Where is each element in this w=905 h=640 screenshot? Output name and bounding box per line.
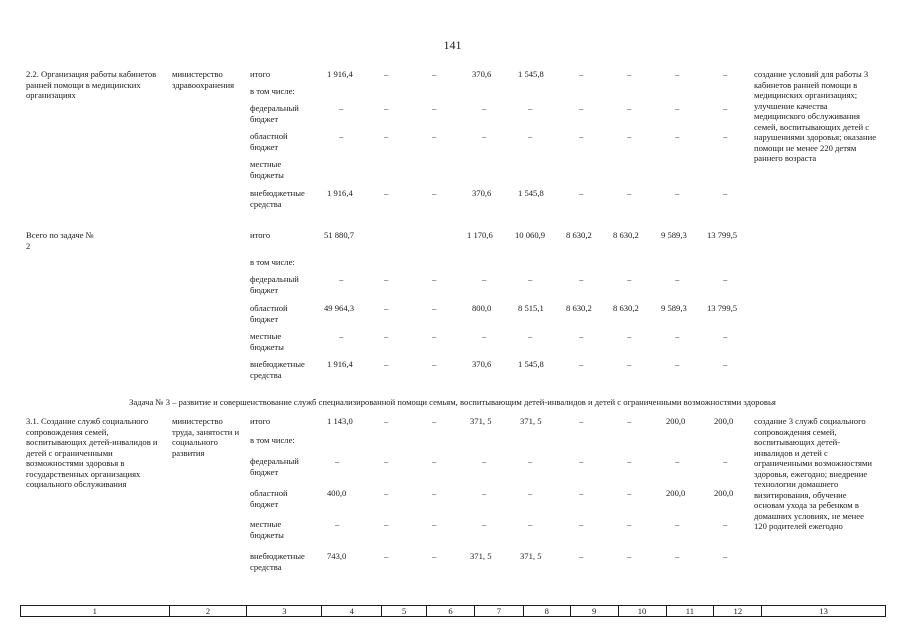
value-cell: – xyxy=(335,456,340,466)
source-label: областной бюджет xyxy=(250,488,288,509)
value-cell: 371, 5 xyxy=(470,416,492,426)
value-cell: – xyxy=(723,359,728,369)
value-cell: – xyxy=(432,519,437,529)
source-label: внебюджетные средства xyxy=(250,188,305,209)
value-cell: 200,0 xyxy=(666,416,686,426)
value-cell: – xyxy=(339,103,344,113)
source-label: в том числе: xyxy=(250,86,295,96)
value-cell: – xyxy=(723,456,728,466)
value-cell: 8 630,2 xyxy=(566,230,592,240)
value-cell: – xyxy=(432,488,437,498)
source-label: итого xyxy=(250,230,271,240)
measure-2-2-name: 2.2. Организация работы кабинетов ранней помощи в медицинских организациях xyxy=(26,69,157,100)
value-cell: – xyxy=(723,274,728,284)
value-cell: 400,0 xyxy=(327,488,347,498)
value-cell: – xyxy=(675,359,680,369)
column-number: 9 xyxy=(571,606,619,616)
value-cell: 1 170,6 xyxy=(467,230,493,240)
value-cell: 10 060,9 xyxy=(515,230,546,240)
source-label: итого xyxy=(250,416,271,426)
value-cell: 1 545,8 xyxy=(518,359,544,369)
value-cell: – xyxy=(627,488,632,498)
value-cell: – xyxy=(384,103,389,113)
value-cell: – xyxy=(482,488,487,498)
value-cell: – xyxy=(579,103,584,113)
measure-2-2-executor: министерство здравоохранения xyxy=(172,69,235,90)
value-cell: – xyxy=(528,103,533,113)
value-cell: 9 589,3 xyxy=(661,230,687,240)
value-cell: 743,0 xyxy=(327,551,347,561)
column-number: 10 xyxy=(619,606,667,616)
value-cell: – xyxy=(528,519,533,529)
value-cell: – xyxy=(335,519,340,529)
value-cell: – xyxy=(384,456,389,466)
value-cell: – xyxy=(627,103,632,113)
column-number: 8 xyxy=(524,606,571,616)
value-cell: – xyxy=(627,331,632,341)
column-number: 12 xyxy=(714,606,762,616)
value-cell: – xyxy=(528,456,533,466)
value-cell: – xyxy=(627,551,632,561)
value-cell: – xyxy=(723,131,728,141)
value-cell: – xyxy=(675,551,680,561)
value-cell: – xyxy=(432,551,437,561)
source-label: итого xyxy=(250,69,271,79)
column-number: 7 xyxy=(475,606,524,616)
value-cell: 370,6 xyxy=(472,69,492,79)
value-cell: 200,0 xyxy=(714,416,734,426)
value-cell: – xyxy=(723,331,728,341)
value-cell: – xyxy=(627,274,632,284)
column-number: 2 xyxy=(170,606,248,616)
value-cell: – xyxy=(482,331,487,341)
value-cell: – xyxy=(579,359,584,369)
value-cell: – xyxy=(675,103,680,113)
measure-3-1-result: создание 3 служб социального сопровождения семей, воспитывающих детей-инвалидов и детей с ограниченными возможностями здоровья, ежегодно; внедрение технологии домашнего визитирования, обучение основам ухода за ребенком в домашних условиях, не менее 120 родителей ежегодно xyxy=(754,416,873,531)
value-cell: – xyxy=(432,131,437,141)
value-cell: 8 630,2 xyxy=(613,303,639,313)
value-cell: – xyxy=(723,188,728,198)
value-cell: 8 630,2 xyxy=(613,230,639,240)
value-cell: 1 545,8 xyxy=(518,188,544,198)
value-cell: – xyxy=(384,303,389,313)
value-cell: – xyxy=(528,488,533,498)
value-cell: – xyxy=(432,456,437,466)
value-cell: 13 799,5 xyxy=(707,230,738,240)
value-cell: 371, 5 xyxy=(470,551,492,561)
source-label: внебюджетные средства xyxy=(250,359,305,380)
value-cell: – xyxy=(723,551,728,561)
value-cell: 371, 5 xyxy=(520,551,542,561)
value-cell: 9 589,3 xyxy=(661,303,687,313)
column-number: 6 xyxy=(427,606,475,616)
column-number: 3 xyxy=(247,606,322,616)
value-cell: – xyxy=(432,331,437,341)
value-cell: 1 916,4 xyxy=(327,359,353,369)
value-cell: 8 630,2 xyxy=(566,303,592,313)
value-cell: – xyxy=(482,103,487,113)
value-cell: – xyxy=(579,488,584,498)
value-cell: – xyxy=(675,456,680,466)
value-cell: – xyxy=(627,519,632,529)
value-cell: – xyxy=(675,274,680,284)
value-cell: – xyxy=(675,69,680,79)
measure-2-2-result: создание условий для работы 3 кабинетов ранней помощи в медицинских организациях; улучшение качества медицинского обслуживания семей, воспитывающих детей с нарушениями здоровья; оказание помощи не менее 220 детям раннего возраста xyxy=(754,69,877,163)
column-number: 13 xyxy=(819,606,828,616)
value-cell: – xyxy=(528,331,533,341)
value-cell: 8 515,1 xyxy=(518,303,544,313)
value-cell: – xyxy=(339,331,344,341)
value-cell: – xyxy=(482,519,487,529)
value-cell: – xyxy=(723,103,728,113)
value-cell: – xyxy=(339,274,344,284)
value-cell: – xyxy=(384,331,389,341)
source-label: федеральный бюджет xyxy=(250,274,299,295)
value-cell: – xyxy=(528,274,533,284)
total-task-2-label: Всего по задаче № 2 xyxy=(26,230,94,251)
value-cell: – xyxy=(579,188,584,198)
source-label: в том числе: xyxy=(250,257,295,267)
value-cell: 370,6 xyxy=(472,188,492,198)
column-number: 5 xyxy=(382,606,427,616)
value-cell: – xyxy=(579,519,584,529)
value-cell: – xyxy=(384,519,389,529)
page-number: 141 xyxy=(443,38,462,52)
value-cell: 371, 5 xyxy=(520,416,542,426)
column-number: 1 xyxy=(21,606,170,616)
source-label: федеральный бюджет xyxy=(250,103,299,124)
value-cell: – xyxy=(627,69,632,79)
value-cell: 13 799,5 xyxy=(707,303,738,313)
value-cell: – xyxy=(579,456,584,466)
value-cell: – xyxy=(432,188,437,198)
value-cell: 200,0 xyxy=(666,488,686,498)
value-cell: 1 143,0 xyxy=(327,416,353,426)
value-cell: – xyxy=(482,456,487,466)
value-cell: – xyxy=(384,359,389,369)
value-cell: – xyxy=(384,188,389,198)
value-cell: – xyxy=(675,519,680,529)
measure-3-1-executor: министерство труда, занятости и социального развития xyxy=(172,416,240,458)
value-cell: – xyxy=(432,274,437,284)
value-cell: – xyxy=(675,188,680,198)
value-cell: – xyxy=(627,416,632,426)
value-cell: 200,0 xyxy=(714,488,734,498)
value-cell: 49 964,3 xyxy=(324,303,355,313)
value-cell: – xyxy=(432,416,437,426)
source-label: областной бюджет xyxy=(250,303,288,324)
value-cell: – xyxy=(528,131,533,141)
value-cell: – xyxy=(432,303,437,313)
value-cell: – xyxy=(432,69,437,79)
column-number: 4 xyxy=(322,606,382,616)
source-label: местные бюджеты xyxy=(250,331,284,352)
measure-3-1-name: 3.1. Создание служб социального сопровождения семей, воспитывающих детей-инвалидов и детей с ограниченными возможностями здоровья в государственных организациях социального обслуживания xyxy=(26,416,158,489)
value-cell: – xyxy=(482,131,487,141)
value-cell: 370,6 xyxy=(472,359,492,369)
value-cell: – xyxy=(384,69,389,79)
value-cell: – xyxy=(579,69,584,79)
source-label: федеральный бюджет xyxy=(250,456,299,477)
column-number: 11 xyxy=(667,606,715,616)
value-cell: – xyxy=(432,103,437,113)
value-cell: – xyxy=(579,274,584,284)
value-cell: – xyxy=(723,519,728,529)
value-cell: – xyxy=(384,131,389,141)
value-cell: – xyxy=(384,551,389,561)
column-number-row xyxy=(20,605,886,617)
source-label: в том числе: xyxy=(250,435,295,445)
source-label: местные бюджеты xyxy=(250,519,284,540)
value-cell: – xyxy=(384,416,389,426)
value-cell: – xyxy=(579,416,584,426)
value-cell: – xyxy=(627,456,632,466)
value-cell: – xyxy=(579,551,584,561)
value-cell: 1 916,4 xyxy=(327,188,353,198)
source-label: местные бюджеты xyxy=(250,159,284,180)
value-cell: – xyxy=(384,274,389,284)
value-cell: – xyxy=(675,331,680,341)
value-cell: 51 880,7 xyxy=(324,230,355,240)
task-3-heading: Задача № 3 – развитие и совершенствование служб специализированной помощи семьям, воспитывающим детей-инвалидов и детей с ограниченными возможностями здоровья xyxy=(129,397,776,407)
value-cell: – xyxy=(579,131,584,141)
source-label: внебюджетные средства xyxy=(250,551,305,572)
value-cell: – xyxy=(627,131,632,141)
value-cell: – xyxy=(579,331,584,341)
value-cell: – xyxy=(339,131,344,141)
value-cell: 1 545,8 xyxy=(518,69,544,79)
value-cell: – xyxy=(432,359,437,369)
value-cell: 800,0 xyxy=(472,303,492,313)
value-cell: – xyxy=(723,69,728,79)
value-cell: – xyxy=(627,359,632,369)
value-cell: – xyxy=(482,274,487,284)
source-label: областной бюджет xyxy=(250,131,288,152)
value-cell: 1 916,4 xyxy=(327,69,353,79)
value-cell: – xyxy=(384,488,389,498)
value-cell: – xyxy=(675,131,680,141)
value-cell: – xyxy=(627,188,632,198)
